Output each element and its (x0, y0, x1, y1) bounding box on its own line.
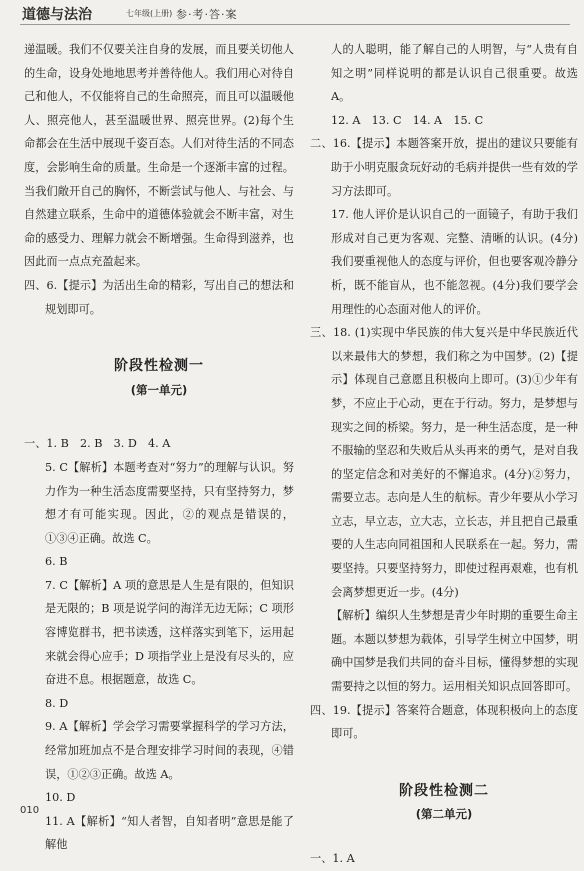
section-subtitle: (第二单元) (415, 807, 473, 822)
answer-paragraph: 三、18. (1)实现中华民族的伟大复兴是中华民族近代以来最伟大的梦想，我们称之为中国梦。(2)【提示】体现自己意愿且积极向上即可。(3)①少年有梦，不应止于心动，更在于行动。努力，是梦想与现实之间的桥梁。努力，是一种生活态度，是一种不服输的坚忍和失败后从头再来的勇气，是对自我的坚定信念和对美好的不懈追求。(4分)②努力，需要立志。志向是人生的航标。青少年要从小学习立志，早立志，立大志，立长志，并且把自己最重要的人生志向同祖国和人民联系在一起。努力，需要坚持。只要坚持努力，即使过程再艰难，也有机会离梦想更近一步。(4分) (310, 326, 578, 599)
right-column (310, 38, 578, 871)
answer-paragraph: 9. A【解析】学会学习需要掌握科学的学习方法，经常加班加点不是合理安排学习时间的表现，④错误，①②③正确。故选 A。 (45, 720, 294, 781)
section-title: 阶段性检测一 (114, 358, 204, 375)
section-title: 阶段性检测二 (399, 782, 489, 799)
answer-paragraph: 17. 他人评价是认识自己的一面镜子，有助于我们形成对自己更为客观、完整、清晰的认识。(4分)我们要重视他人的态度与评价，但也要客观冷静分析，既不能盲从，也不能忽视。(4分)我们要学会用理性的心态面对他人的评价。 (331, 208, 578, 316)
book-title: 道德与法治 (22, 7, 92, 23)
answer-line: 一、1. A (310, 852, 355, 865)
page-header (0, 0, 584, 30)
answer-paragraph: 递温暖。我们不仅要关注自身的发展，而且要关切他人的生命，设身处地地思考并善待他人。我们用心对待自己和他人，不仅能将自己的生命照亮，而且可以温暖他人、照亮他人，甚至温暖世界、照亮世界。(2)每个生命都会在生活中展现千姿百态。人们对待生活的不同态度，会影响生命的质量。生命是一个逐渐丰富的过程。当我们敞开自己的胸怀，不断尝试与他人、与社会、与自然建立联系，生命中的道德体验就会不断丰富，对生命的感受力、理解力就会不断增强。生命得到滋养，也因此而一点点充盈起来。 (24, 43, 294, 269)
page-number: 010 (20, 805, 40, 816)
answer-paragraph: 二、16.【提示】本题答案开放，提出的建议只要能有助于小明克服贪玩好动的毛病并提供一些有效的学习方法即可。 (310, 137, 578, 198)
answer-paragraph: 11. A【解析】“知人者智，自知者明”意思是能了解他 (45, 814, 294, 852)
section-subtitle: (第一单元) (130, 382, 188, 397)
answer-line: 12. A 13. C 14. A 15. C (331, 113, 484, 127)
answer-paragraph: 四、6.【提示】为活出生命的精彩，写出自己的想法和规划即可。 (24, 278, 294, 316)
left-column (24, 38, 294, 857)
header-rule (20, 24, 570, 25)
grade-label: 七年级(上册) (126, 9, 173, 18)
answer-line: 8. D (45, 696, 69, 710)
answer-paragraph: 四、19.【提示】答案符合题意，体现积极向上的态度即可。 (310, 703, 578, 741)
answer-paragraph: 7. C【解析】A 项的意思是人生是有限的，但知识是无限的；B 项是说学问的海洋无边无际；C 项形容博览群书，把书读透，这样落实到笔下，运用起来就会得心应手；D 项指学业上是没有尽头的，应奋进不息。根据题意，故选 C。 (45, 578, 294, 687)
answer-line: 10. D (45, 791, 76, 805)
answer-line: 6. B (45, 555, 68, 569)
answer-paragraph: 【解析】编织人生梦想是青少年时期的重要生命主题。本题以梦想为载体，引导学生树立中国梦，明确中国梦是我们共同的奋斗目标，懂得梦想的实现需要持之以恒的努力。运用相关知识点回答即可。 (331, 609, 578, 694)
answer-paragraph: 人的人聪明，能了解自己的人明智，与“人贵有自知之明”同样说明的都是认识自己很重要。故选 A。 (331, 43, 578, 104)
answer-paragraph: 5. C【解析】本题考查对“努力”的理解与认识。努力作为一种生活态度需要坚持，只有坚持努力，梦想才有可能实现。因此，②的观点是错误的，①③④正确。故选 C。 (45, 460, 294, 545)
answer-key-label: 参·考·答·案 (176, 8, 238, 21)
answer-line: 一、1. B 2. B 3. D 4. A (24, 437, 171, 451)
